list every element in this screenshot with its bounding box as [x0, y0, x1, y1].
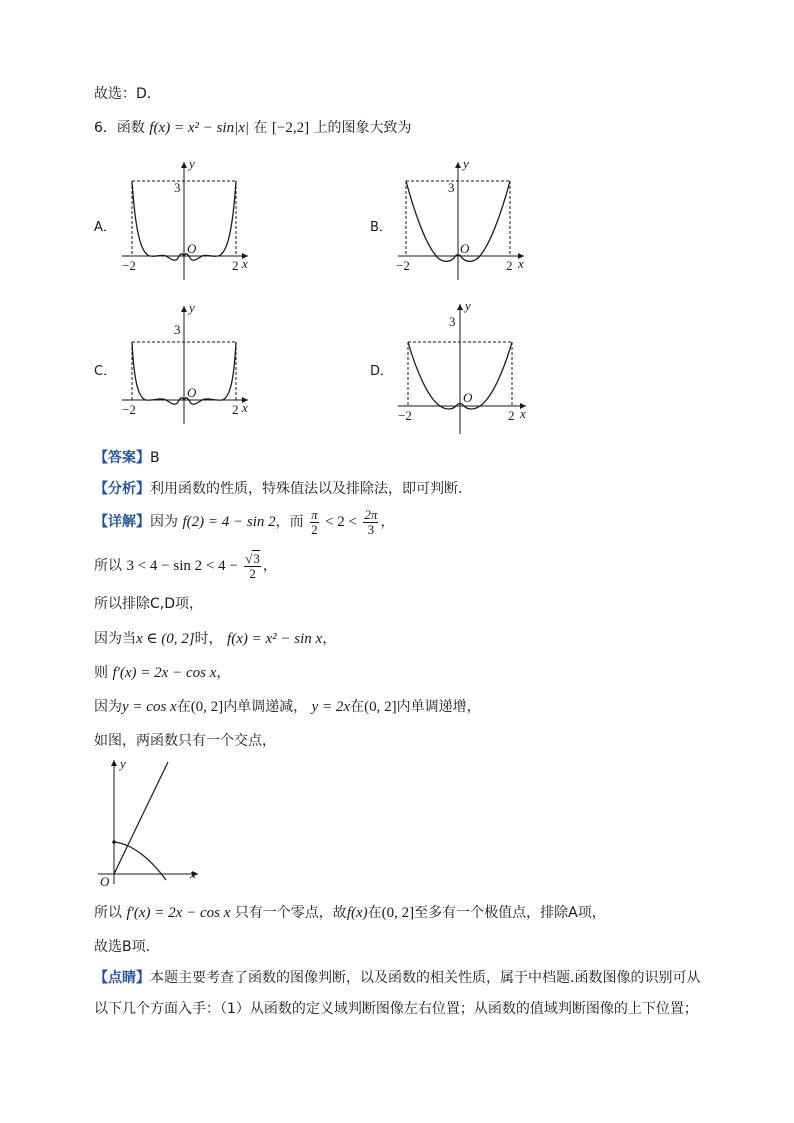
figure-intro-line: 如图，两函数只有一个交点， — [94, 733, 276, 749]
conclude-end: 至多有一个极值点，排除A项， — [414, 905, 606, 921]
derivative-line — [94, 663, 230, 683]
answer-line — [94, 448, 160, 468]
y-label: y — [463, 156, 469, 171]
so-inequality: 3 < 4 − sin 2 < 4 − — [126, 558, 238, 574]
x-label: x — [518, 256, 524, 271]
frac-num: π — [311, 506, 318, 522]
question-interval: [−2,2] — [271, 120, 310, 136]
origin-label: O — [100, 874, 110, 889]
y-axis-arrow — [181, 306, 187, 312]
conclude-expr: f′(x) = 2x − cos x — [126, 905, 231, 921]
when-expr: f(x) = x² − sin x — [227, 631, 323, 647]
question-prefix: 6．函数 — [94, 120, 145, 136]
mono-mid1: 在 — [176, 699, 191, 715]
option-a-label: A． — [94, 220, 116, 235]
tick-neg-2: −2 — [122, 258, 136, 273]
tick-2: 2 — [232, 402, 239, 417]
comment-tag: 【点睛】 — [94, 970, 150, 986]
when-cond: x ∈ (0, 2] — [136, 631, 195, 647]
comment-line-1 — [94, 968, 700, 988]
option-d-label: D． — [370, 364, 394, 379]
so-inequality-line — [94, 550, 277, 582]
fraction-2pi-over-3 — [363, 508, 378, 537]
y-label: y — [120, 756, 126, 771]
deriv-pre: 则 — [94, 665, 108, 681]
choose-line: 故选B项. — [94, 939, 151, 955]
detail-tag: 【详解】 — [94, 514, 150, 530]
fraction-pi-over-2 — [310, 508, 319, 537]
mono-int1: (0, 2] — [190, 699, 224, 715]
conclude-mid: 只有一个零点，故 — [234, 905, 347, 921]
mono-y1: y = cos x — [122, 699, 177, 715]
tick-neg-2: −2 — [122, 402, 136, 417]
origin-label: O — [187, 241, 197, 256]
question-function: f(x) = x² − sin|x| — [149, 120, 249, 136]
detail-line — [94, 506, 394, 538]
detail-f2: f(2) = 4 − sin 2 — [182, 514, 276, 530]
x-label: x — [242, 400, 248, 415]
conclude-pre: 所以 — [94, 905, 122, 921]
option-b-label: B． — [370, 220, 392, 235]
x-label: x — [242, 256, 248, 271]
y-label: y — [189, 300, 195, 315]
exclude-line: 所以排除C,D项， — [94, 596, 204, 612]
tick-3: 3 — [174, 180, 181, 195]
y-label: y — [189, 156, 195, 171]
detail-and: ，而 — [275, 514, 304, 530]
comment-line-2: 以下几个方面入手：（1）从函数的定义域判断图像左右位置；从函数的值域判断图像的上下位置； — [94, 1001, 698, 1017]
answer-tag: 【答案】 — [94, 450, 150, 466]
answer-text: B — [150, 450, 160, 466]
x-label: x — [520, 406, 526, 421]
graph-option-d — [394, 300, 534, 436]
frac-num: 2π — [364, 506, 378, 522]
tick-neg-2: −2 — [398, 408, 412, 423]
y-axis-arrow — [455, 162, 461, 168]
y-axis-arrow — [111, 760, 117, 766]
origin-label: O — [463, 390, 473, 405]
detail-comma: ， — [380, 514, 395, 530]
sqrt-radicand: 3 — [253, 550, 260, 566]
tick-3: 3 — [174, 322, 181, 337]
x-label: x — [190, 866, 196, 881]
tick-neg-2: −2 — [396, 258, 410, 273]
mono-int2: (0, 2] — [364, 699, 397, 715]
detail-lt2lt: < 2 < — [325, 514, 357, 530]
frac-den: 2 — [249, 565, 256, 581]
tick-2: 2 — [506, 258, 513, 273]
question-line — [94, 118, 412, 138]
graph-option-c — [118, 300, 258, 430]
tick-3: 3 — [449, 314, 456, 329]
comment-text-1: 本题主要考查了函数的图像判断，以及函数的相关性质，属于中档题.函数图像的识别可从 — [150, 970, 701, 986]
y-axis-arrow — [181, 162, 187, 168]
conclude-mid2: 在 — [367, 905, 382, 921]
y-label: y — [465, 298, 471, 313]
line-y-2x — [114, 762, 168, 874]
so-end: ， — [262, 558, 277, 574]
graph-option-b — [394, 156, 534, 286]
graph-option-a — [118, 156, 258, 286]
frac-num: √3 — [245, 550, 260, 566]
analysis-text: 利用函数的性质，特殊值法以及排除法，即可判断. — [150, 481, 463, 497]
y-axis-arrow — [457, 304, 463, 310]
origin-label: O — [187, 385, 197, 400]
fraction-sqrt3-over-2 — [244, 552, 261, 581]
when-end: ， — [322, 631, 337, 647]
mono-y2: y = 2x — [311, 699, 351, 715]
y-intercept-dot — [112, 840, 116, 844]
mono-mid3: 在 — [350, 699, 365, 715]
detail-because: 因为 — [150, 514, 178, 530]
conclude-fx: f(x) — [346, 905, 368, 921]
previous-answer-line: 故选：D. — [94, 86, 152, 102]
conclude-int: (0, 2] — [381, 905, 415, 921]
question-suffix: 上的图象大致为 — [313, 120, 412, 136]
when-line — [94, 629, 336, 649]
analysis-tag: 【分析】 — [94, 481, 150, 497]
when-pre: 因为当 — [94, 631, 136, 647]
deriv-end: ， — [216, 665, 231, 681]
tick-2: 2 — [508, 408, 515, 423]
frac-den: 3 — [367, 521, 375, 537]
question-interval-pre: 在 — [253, 120, 268, 136]
tick-2: 2 — [232, 258, 239, 273]
when-mid: 时， — [194, 631, 223, 647]
origin-label: O — [460, 241, 470, 256]
option-c-label: C． — [94, 364, 117, 379]
mono-end: 内单调递增， — [396, 699, 481, 715]
conclude-line — [94, 903, 606, 923]
monotonic-line — [94, 697, 481, 717]
tick-3: 3 — [448, 180, 455, 195]
mono-mid2: 内单调递减， — [223, 699, 308, 715]
mono-pre: 因为 — [94, 699, 122, 715]
analysis-line — [94, 479, 462, 499]
deriv-expr: f′(x) = 2x − cos x — [112, 665, 217, 681]
frac-den: 2 — [311, 521, 318, 537]
so-text: 所以 — [94, 558, 122, 574]
intersection-figure — [94, 754, 204, 890]
